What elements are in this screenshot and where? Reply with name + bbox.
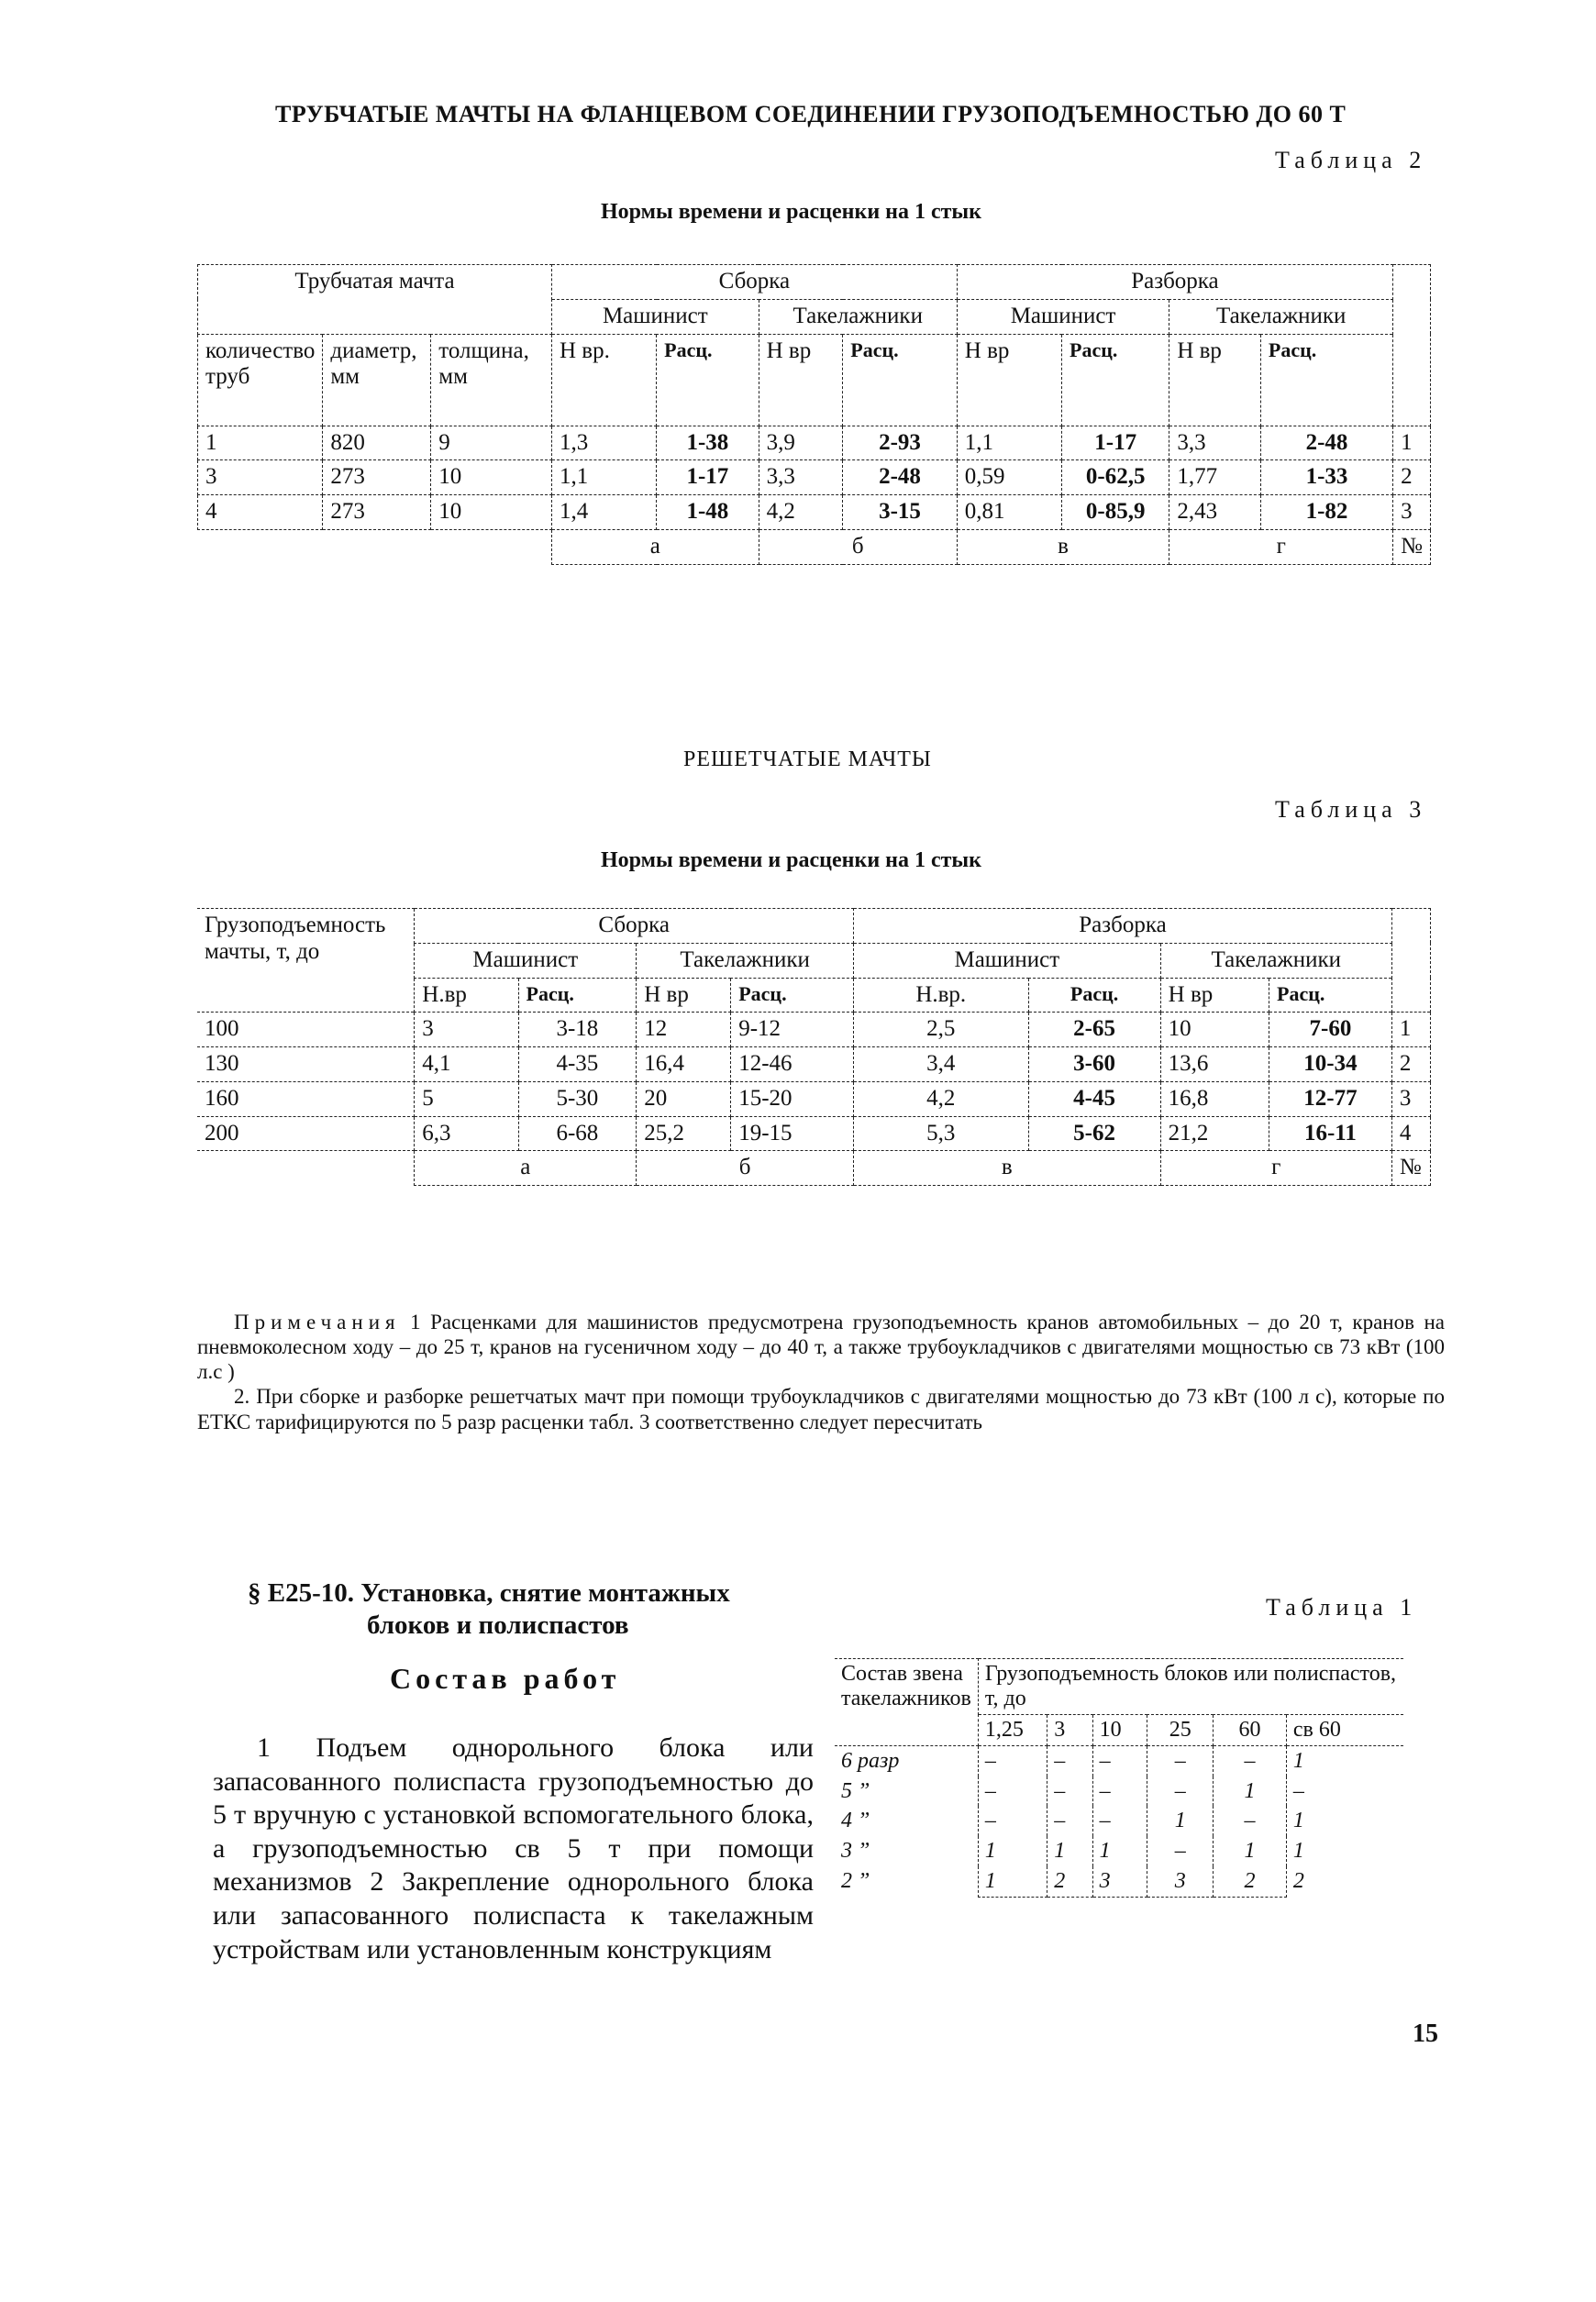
page-title: ТРУБЧАТЫЕ МАЧТЫ НА ФЛАНЦЕВОМ СОЕДИНЕНИИ ГРУЗОПОДЪЕМНОСТЬЮ ДО 60 Т [275, 101, 1347, 127]
header-rasc: Расц. [843, 334, 958, 426]
header-rasc: Расц. [518, 978, 637, 1013]
header-rasc: Расц. [1028, 978, 1160, 1013]
header-assembly: Сборка [415, 909, 854, 944]
section-title-lattice: РЕШЕТЧАТЫЕ МАЧТЫ [683, 747, 932, 771]
table-row: 4 273 10 1,4 1-48 4,2 3-15 0,81 0-85,9 2,43 1-82 3 [198, 495, 1431, 530]
header-riggers: Такелажники [1169, 299, 1393, 334]
header-mast: Трубчатая мачта [198, 265, 552, 335]
header-nvr: Н вр [759, 334, 843, 426]
header-nvr: Н вр [637, 978, 731, 1013]
header-disassembly: Разборка [854, 909, 1392, 944]
works-text: 1 Подъем однорольного блока или запасованного полиспаста грузоподъемностью до 5 т вручную с установкой вспомогательного блока, а грузоподъемностью св 5 т при помощи механизмов 2 Закрепление однорольного блока или запасованного полиспаста к такелажным устройствам или установленным конструкциям [213, 1732, 814, 1964]
section-heading: § Е25-10. Установка, снятие монтажных блоков и полиспастов [248, 1578, 730, 1640]
table-row: 4 ” – – – 1 – 1 [835, 1806, 1403, 1836]
table-row: 100 3 3-18 12 9-12 2,5 2-65 10 7-60 1 [197, 1013, 1431, 1047]
table-row: 200 6,3 6-68 25,2 19-15 5,3 5-62 21,2 16-11 4 [197, 1116, 1431, 1151]
note-2: 2. При сборке и разборке решетчатых мачт при помощи трубоукладчиков с двигателями мощностью до 73 кВт (100 л с), которые по ЕТКС тарифицируются по 5 разр расценки табл. 3 соответственно следует пересчитать [197, 1385, 1445, 1433]
table-row: 160 5 5-30 20 15-20 4,2 4-45 16,8 12-77 3 [197, 1081, 1431, 1116]
header-riggers: Такелажники [637, 943, 854, 978]
notes-label: Примечания [234, 1311, 401, 1334]
table-row: 130 4,1 4-35 16,4 12-46 3,4 3-60 13,6 10-34 2 [197, 1047, 1431, 1082]
table-1-label: Таблица 1 [1266, 1594, 1418, 1621]
header-thickness: толщина, мм [431, 334, 552, 426]
header-diameter: диаметр, мм [323, 334, 431, 426]
table-2-label: Таблица 2 [1275, 147, 1427, 173]
header-capacity: Грузоподъемность мачты, т, до [197, 909, 415, 1013]
header-crew: Состав звена такелажников [835, 1659, 978, 1746]
header-nvr: Н вр [1169, 334, 1261, 426]
table-row: 1 820 9 1,3 1-38 3,9 2-93 1,1 1-17 3,3 2-48 1 [198, 426, 1431, 460]
table-2-caption: Нормы времени и расценки на 1 стык [601, 200, 981, 224]
table-3-label: Таблица 3 [1275, 796, 1427, 823]
header-rasc: Расц. [731, 978, 854, 1013]
note-1: 1 Расценками для машинистов предусмотрена грузоподъемность кранов автомобильных – до 20 т, кранов на пневмоколесном ходу – до 25 т, кранов на гусеничном ходу – до 40 т, а также трубоукладчиков с двигателями мощностью св 73 кВт (100 л.с ) [197, 1311, 1445, 1384]
header-nvr: Н вр. [552, 334, 657, 426]
table-1: Состав звена такелажников Грузоподъемность блоков или полиспастов, т, до 1,25 3 10 25 60 св 60 6 разр – – – – – 1 5 ” – – – – 1 – 4 ” – – – 1 – 1 3 ” 1 1 1 – 1 1 2 ” 1 2 3 3 2 2 [835, 1658, 1403, 1898]
notes [197, 1310, 1445, 1434]
header-machinist: Машинист [854, 943, 1161, 978]
table-row: 3 273 10 1,1 1-17 3,3 2-48 0,59 0-62,5 1,77 1-33 2 [198, 460, 1431, 495]
table-3-caption: Нормы времени и расценки на 1 стык [601, 848, 981, 872]
header-rasc: Расц. [1269, 978, 1392, 1013]
header-nvr: Н.вр. [854, 978, 1028, 1013]
table-row: 6 разр – – – – – 1 [835, 1745, 1403, 1776]
header-disassembly: Разборка [957, 265, 1392, 300]
header-machinist: Машинист [415, 943, 637, 978]
table-row: 2 ” 1 2 3 3 2 2 [835, 1866, 1403, 1897]
header-rasc: Расц. [657, 334, 759, 426]
table-footer: а б в г № [198, 529, 1431, 564]
table-3 [197, 908, 1431, 1186]
header-nvr: Н вр [957, 334, 1061, 426]
table-row: 3 ” 1 1 1 – 1 1 [835, 1836, 1403, 1866]
composition-title: Состав работ [390, 1662, 621, 1695]
table-2 [197, 264, 1431, 565]
header-machinist: Машинист [552, 299, 759, 334]
header-machinist: Машинист [957, 299, 1169, 334]
table-row: 5 ” – – – – 1 – [835, 1776, 1403, 1807]
header-riggers: Такелажники [1160, 943, 1391, 978]
header-assembly: Сборка [552, 265, 958, 300]
header-rasc: Расц. [1062, 334, 1169, 426]
header-rasc: Расц. [1260, 334, 1392, 426]
header-count: количество труб [198, 334, 323, 426]
header-nvr: Н вр [1160, 978, 1269, 1013]
header-riggers: Такелажники [759, 299, 957, 334]
header-nvr: Н.вр [415, 978, 518, 1013]
page-number: 15 [1413, 2020, 1438, 2048]
header-capacity: Грузоподъемность блоков или полиспастов, т, до [978, 1659, 1403, 1715]
table-footer: а б в г № [197, 1151, 1431, 1186]
